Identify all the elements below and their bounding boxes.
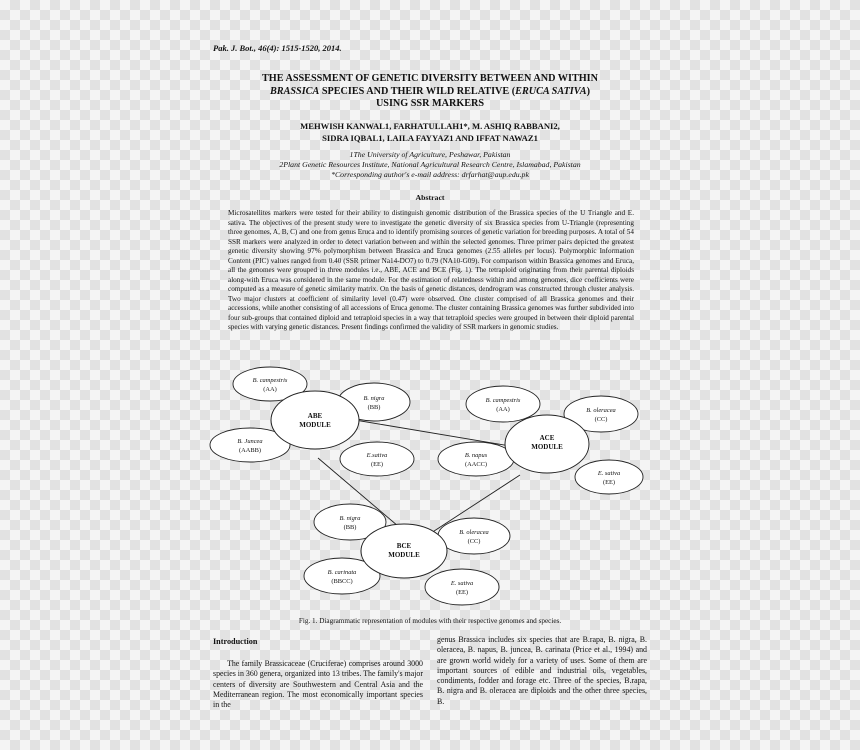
introduction-right-column: genus Brassica includes six species that are B.rapa, B. nigra, B. oleracea, B. napus, B. juncea, B. carinata (Price et al., 1994) and are grown world widely for a variety of uses. Some of them are important sources of edible and industrial oils, vegetables, condiments, fodder and forage etc. Three of the species, B.rapa, B. nigra and B. oleracea are diploids and the other three species, B. — [437, 635, 647, 706]
species-name: B. campestris — [252, 377, 288, 384]
species-genome: (EE) — [602, 479, 616, 486]
species-name: B. Juncea — [237, 438, 263, 445]
title-genus-brassica: BRASSICA — [269, 85, 320, 97]
species-genome: (BBCC) — [331, 578, 353, 585]
title-eruca-sativa: ERUCA SATIVA — [515, 85, 587, 97]
species-name: B. carinata — [327, 569, 357, 576]
abstract-body: Microsatellites markers were tested for their ability to distinguish genomic distribution of the Brassica species of the U Triangle and E. sativa. The objectives of the present study were to investigate the genetic diversity of six Brassica species from U-Triangle (representing three genomes, A, B, C) and one from genus Eruca and to identify promising sources of genetic variation for breeding purposes. A total of 54 SSR markers were analyzed in order to detect variation between and within the selected genomes. Three primer pairs depicted the greatest genetic diversity showing 97% polymorphism between Brassica and Eruca genomes (2.55 alleles per locus). Polymorphic Information Content (PIC) values ranged from 0.40 (SSR primer Na14-DO7) to 0.79 (NA10-G09). For comparison within Brassica genomes and Eruca, all the genomes were grouped in three modules i.e., ABE, ACE and BCE (Fig. 1). The tetraploid originating from their parental diploids along-with Eruca was considered in the same module. For the estimation of relatedness within and among genomes, dice coefficients were computed as a measure of genetic similarity matrix. On the basis of genetic distances, dendrogram was constructed through cluster analysis. Two major clusters at coefficient of similarity level (0.47) were observed. One cluster comprised of all Brassica genomes and their accessions, while another consisting of all accessions of Eruca genome. The cluster containing Brassica genomes was further subdivided into four sub-groups that contained diploid and tetraploid species in a way that tetraploid species were grouped in between their diploid parental species with varying genetic distances. Present findings confirmed the validity of SSR markers in genomic studies. — [228, 209, 634, 331]
module-abe — [271, 391, 359, 449]
title-line-3: USING SSR MARKERS — [375, 98, 485, 109]
node-bce-oleracea — [438, 518, 510, 554]
module-sublabel: MODULE — [388, 551, 420, 559]
node-bce-esativa — [425, 569, 499, 605]
module-label: ACE — [539, 434, 555, 442]
species-name: B. nigra — [363, 395, 385, 402]
species-genome: (BB) — [343, 524, 357, 531]
species-genome: (AABB) — [238, 447, 262, 454]
corresponding-author: *Corresponding author's e-mail address: drfarhat@aup.edu.pk — [331, 170, 529, 179]
species-genome: (EE) — [370, 461, 384, 468]
species-genome: (AACC) — [464, 461, 488, 468]
species-name: B. campestris — [485, 397, 521, 404]
abstract-heading: Abstract — [415, 193, 445, 202]
affiliation-1: 1The University of Agriculture, Peshawar, Pakistan — [349, 150, 511, 159]
species-genome: (AA) — [263, 386, 277, 393]
species-genome: (AA) — [496, 406, 510, 413]
figure-caption: Fig. 1. Diagrammatic representation of modules with their respective genomes and species. — [298, 617, 562, 625]
module-sublabel: MODULE — [531, 443, 563, 451]
node-ace-esativa — [575, 460, 643, 494]
species-name: B. napus — [464, 452, 488, 459]
species-genome: (EE) — [455, 589, 469, 596]
species-genome: (BB) — [367, 404, 381, 411]
species-name: E. sativa — [450, 580, 474, 587]
title-line-1: THE ASSESSMENT OF GENETIC DIVERSITY BETWEEN AND WITHIN — [261, 73, 598, 84]
species-name: E. sativa — [597, 470, 621, 477]
node-abe-esativa — [340, 442, 414, 476]
module-label: ABE — [307, 412, 323, 420]
module-bce — [361, 524, 447, 578]
affiliation-2: 2Plant Genetic Resources Institute, National Agricultural Research Centre, Islamabad, Pakistan — [279, 160, 581, 169]
authors-line-2: SIDRA IQBAL1, LAILA FAYYAZ1 AND IFFAT NAWAZ1 — [322, 133, 538, 143]
title-line-2-mid: SPECIES AND THEIR WILD RELATIVE ( — [319, 85, 516, 97]
node-ace-napus — [438, 442, 514, 476]
species-name: B. oleracea — [586, 407, 616, 414]
module-sublabel: MODULE — [299, 421, 331, 429]
module-label: BCE — [396, 542, 412, 550]
journal-reference: Pak. J. Bot., 46(4): 1515-1520, 2014. — [213, 43, 342, 53]
species-genome: (CC) — [467, 538, 481, 545]
species-name: B. oleracea — [459, 529, 489, 536]
title-line-2-end: ) — [586, 85, 591, 97]
species-name: B. nigra — [339, 515, 361, 522]
introduction-left-column: The family Brassicaceae (Cruciferae) comprises around 3000 species in 360 genera, organized into 13 tribes. The family's major centers of diversity are Southwestern and Central Asia and the Mediterranean region. The most economically important species in the — [213, 659, 423, 710]
species-name: E.sativa — [366, 452, 388, 459]
node-ace-campestris — [466, 386, 540, 422]
authors-line-1: MEHWISH KANWAL1, FARHATULLAH1*, M. ASHIQ RABBANI2, — [300, 121, 560, 131]
module-ace — [505, 415, 589, 473]
introduction-heading: Introduction — [213, 637, 258, 646]
species-genome: (CC) — [594, 416, 608, 423]
